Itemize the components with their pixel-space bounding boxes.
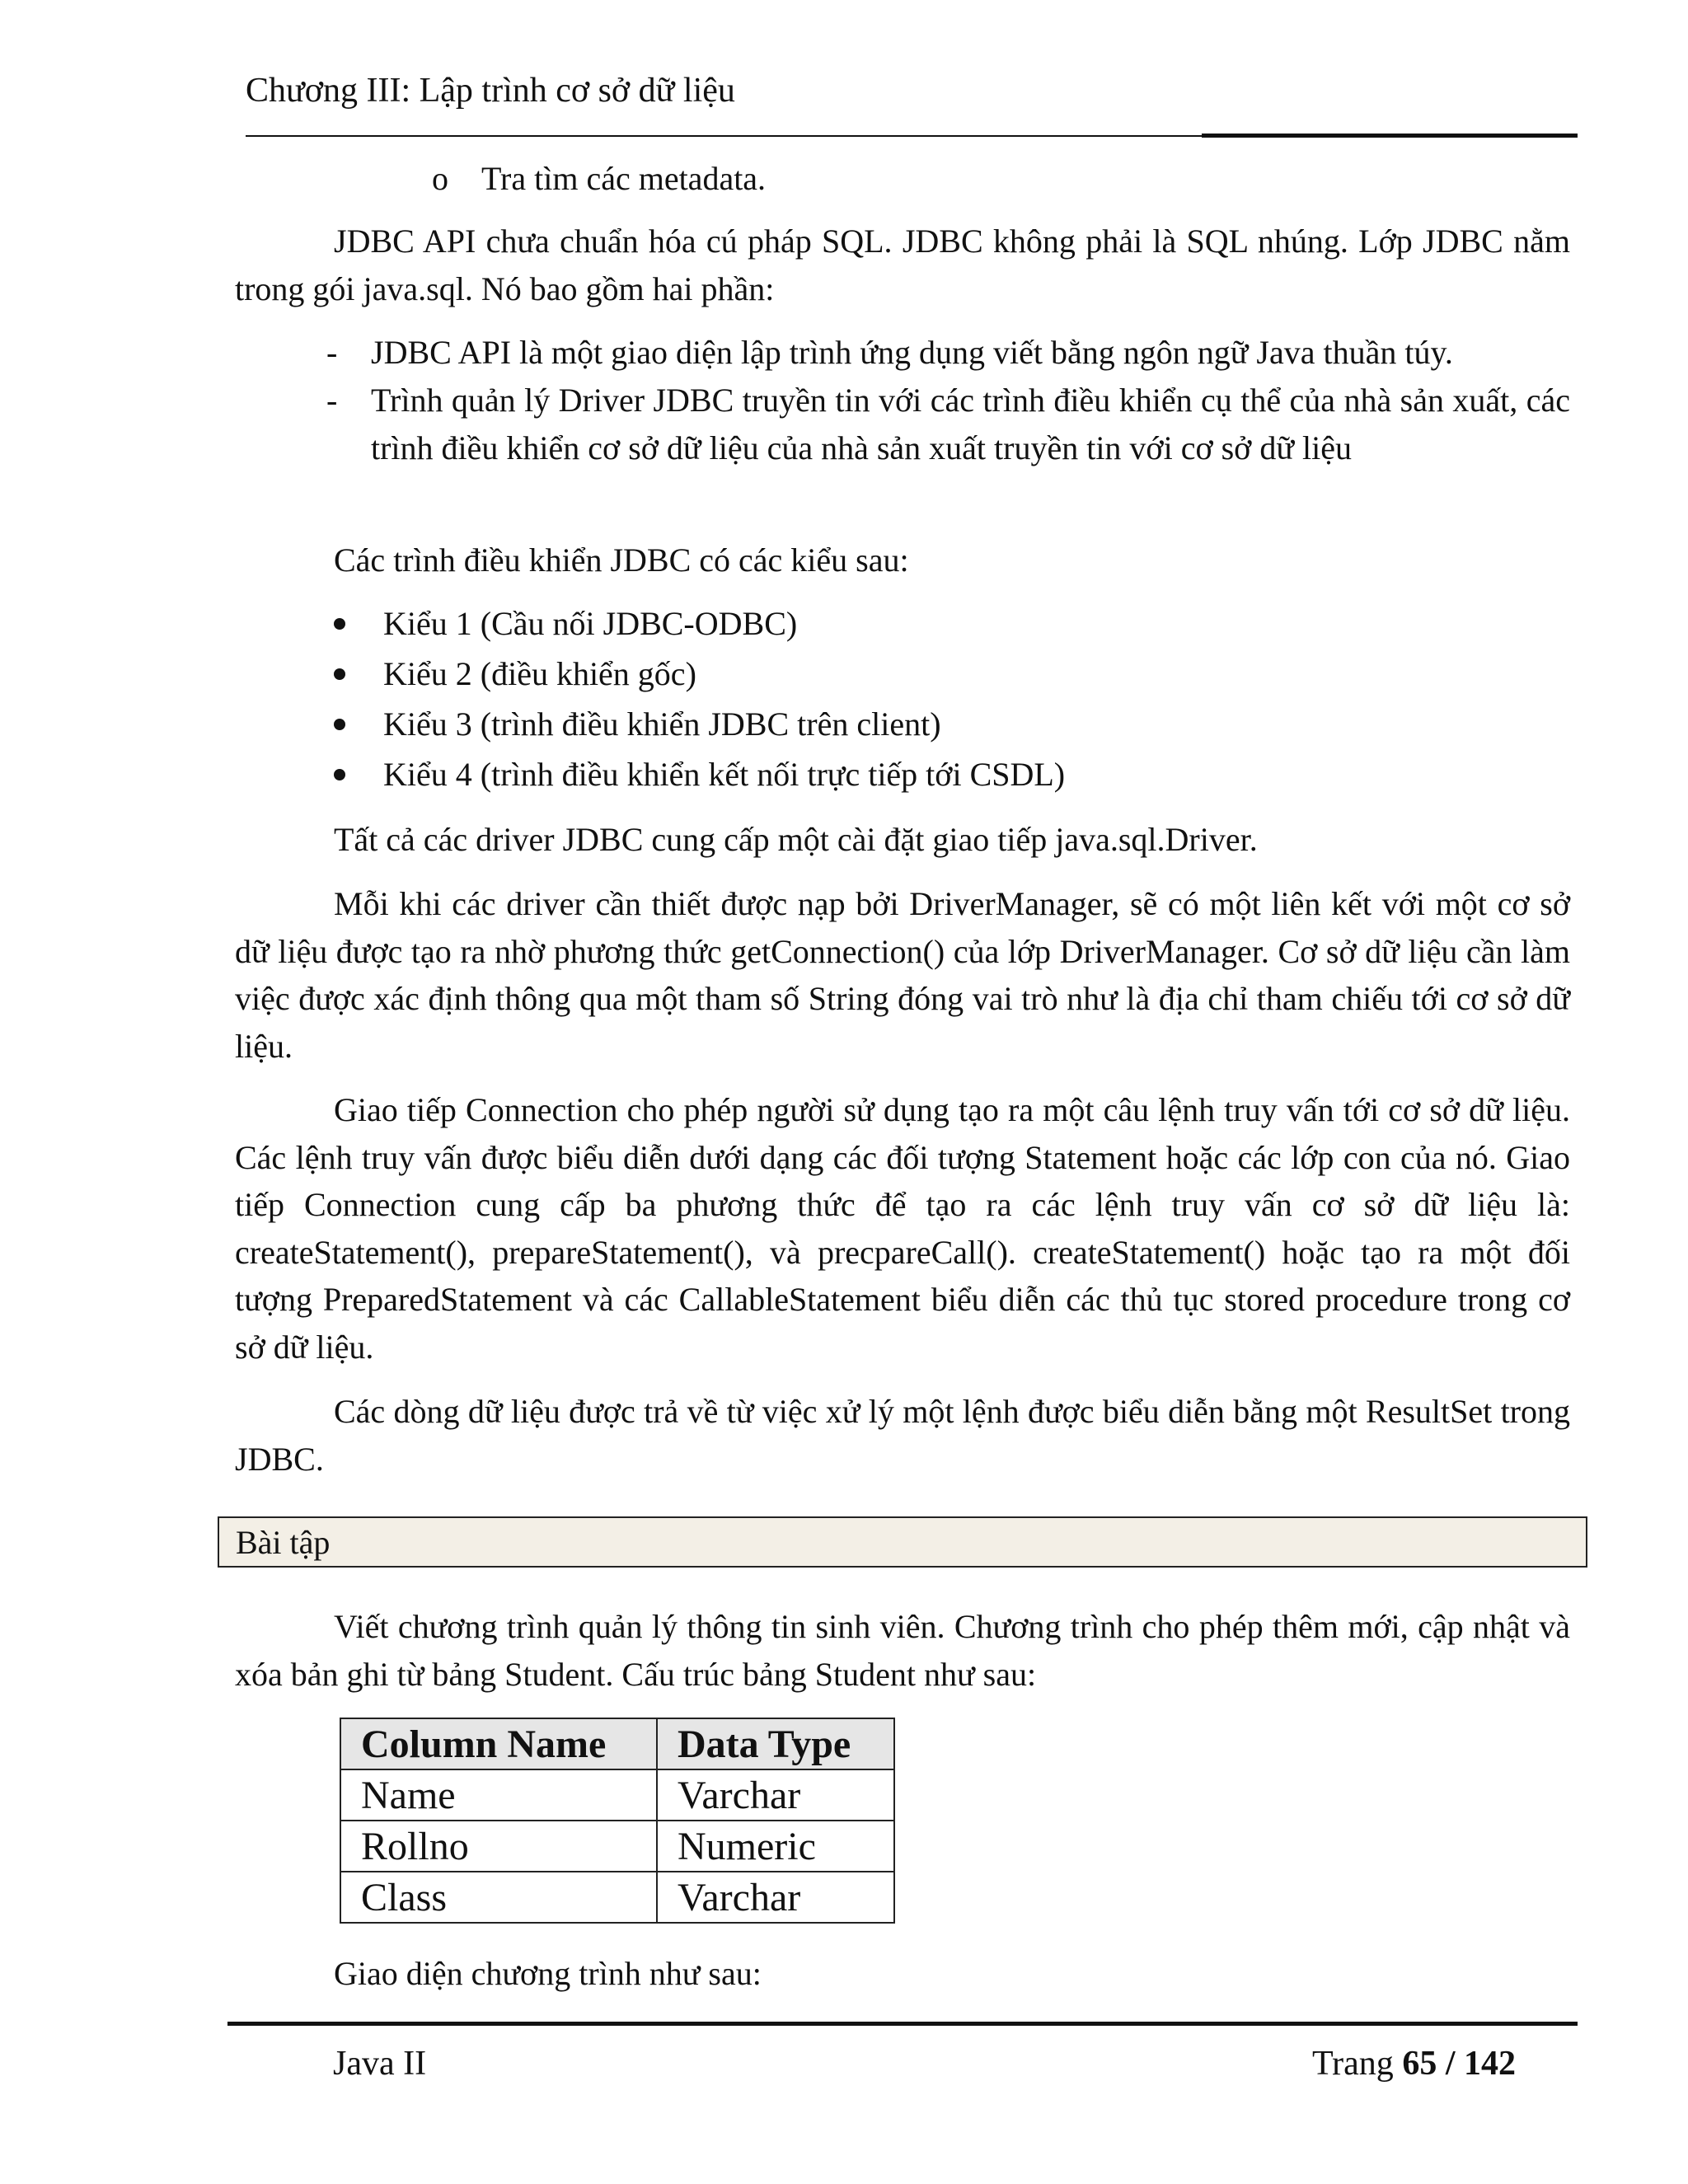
dash-item-driver-manager [326,377,1570,471]
dash-item-text: JDBC API là một giao diện lập trình ứng dụng viết bằng ngôn ngữ Java thuần túy. [371,334,1453,371]
student-structure-table [340,1718,895,1924]
table-cell: Varchar [657,1769,894,1821]
page-header-title: Chương III: Lập trình cơ sở dữ liệu [246,72,735,110]
driver-type-label: Kiểu 2 (điều khiển gốc) [383,655,696,692]
data-type-header: Data Type [657,1718,894,1769]
dash-mark: - [326,334,338,371]
bullet-dot [334,618,345,630]
driver-type-item [383,751,1065,799]
page-prefix: Trang [1312,2045,1394,2083]
intro-paragraph: JDBC API chưa chuẩn hóa cú pháp SQL. JDBC không phải là SQL nhúng. Lớp JDBC nằm trong gói java.sql. Nó bao gồm hai phần: [235,223,1570,307]
dash-item-text: Trình quản lý Driver JDBC truyền tin với các trình điều khiển cụ thể của nhà sản xuất, các trình điều khiển cơ sở dữ liệu của nhà sản xuất truyền tin với cơ sở dữ liệu [371,382,1570,466]
page-current: 65 [1402,2045,1437,2083]
driver-type-label: Kiểu 1 (Cầu nối JDBC-ODBC) [383,605,798,642]
header-divider [246,135,1202,137]
footer-divider [227,2022,1578,2026]
table-header-row [340,1718,894,1769]
sub-bullet-text: Tra tìm các metadata. [481,160,767,197]
exercise-section-header [218,1516,1587,1568]
driver-type-item [383,701,941,748]
dash-mark: - [326,382,338,419]
bullet-dot [334,719,345,730]
footer-page-number [1312,2041,1516,2087]
paragraph-connection: Giao tiếp Connection cho phép người sử dụng tạo ra một câu lệnh truy vấn tới cơ sở dữ liệu. Các lệnh truy vấn được biểu diễn dưới dạng các đối tượng Statement hoặc các lớp con của nó. Giao tiếp Connection cung cấp ba phương thức để tạo ra các lệnh truy vấn cơ sở dữ liệu là: createStatement(), prepareStatement(), và precpareCall(). createStatement() hoặc tạo ra một đối tượng PreparedStatement và các CallableStatement biểu diễn các thủ tục stored procedure trong cơ sở dữ liệu. [235,1091,1570,1366]
driver-type-label: Kiểu 4 (trình điều khiển kết nối trực tiếp tới CSDL) [383,756,1066,793]
table-cell: Rollno [340,1821,657,1872]
table-cell: Class [340,1872,657,1923]
driver-type-item [383,600,797,648]
footer-course-name: Java II [333,2045,427,2083]
table-row [340,1769,894,1821]
page-total: 142 [1463,2045,1516,2083]
column-name-header: Column Name [340,1718,657,1769]
paragraph-driver: Tất cả các driver JDBC cung cấp một cài đặt giao tiếp java.sql.Driver. [334,821,1258,858]
paragraph-resultset: Các dòng dữ liệu được trả về từ việc xử lý một lệnh được biểu diễn bằng một ResultSet trong JDBC. [235,1393,1570,1478]
driver-types-intro: Các trình điều khiển JDBC có các kiểu sau: [334,541,909,579]
ui-intro-text: Giao diện chương trình như sau: [334,1955,762,1992]
table-row [340,1821,894,1872]
exercise-section-label: Bài tập [236,1524,331,1561]
table-cell: Varchar [657,1872,894,1923]
dash-item-jdbc-api [326,329,1570,377]
sub-bullet-mark: o [432,160,448,197]
table-cell: Name [340,1769,657,1821]
table-row [340,1872,894,1923]
paragraph-drivermanager: Mỗi khi các driver cần thiết được nạp bởi DriverManager, sẽ có một liên kết với một cơ sở dữ liệu được tạo ra nhờ phương thức getConnection() của lớp DriverManager. Cơ sở dữ liệu cần làm việc được xác định thông qua một tham số String đóng vai trò như là địa chỉ tham chiếu tới cơ sở dữ liệu. [235,885,1570,1065]
bullet-dot [334,769,345,780]
page-separator: / [1445,2045,1456,2083]
header-divider-thick [1202,134,1578,138]
exercise-description: Viết chương trình quản lý thông tin sinh viên. Chương trình cho phép thêm mới, cập nhật và xóa bản ghi từ bảng Student. Cấu trúc bảng Student như sau: [235,1608,1570,1693]
driver-type-label: Kiểu 3 (trình điều khiển JDBC trên client) [383,705,941,743]
table-cell: Numeric [657,1821,894,1872]
driver-type-item [383,650,696,698]
bullet-dot [334,668,345,680]
